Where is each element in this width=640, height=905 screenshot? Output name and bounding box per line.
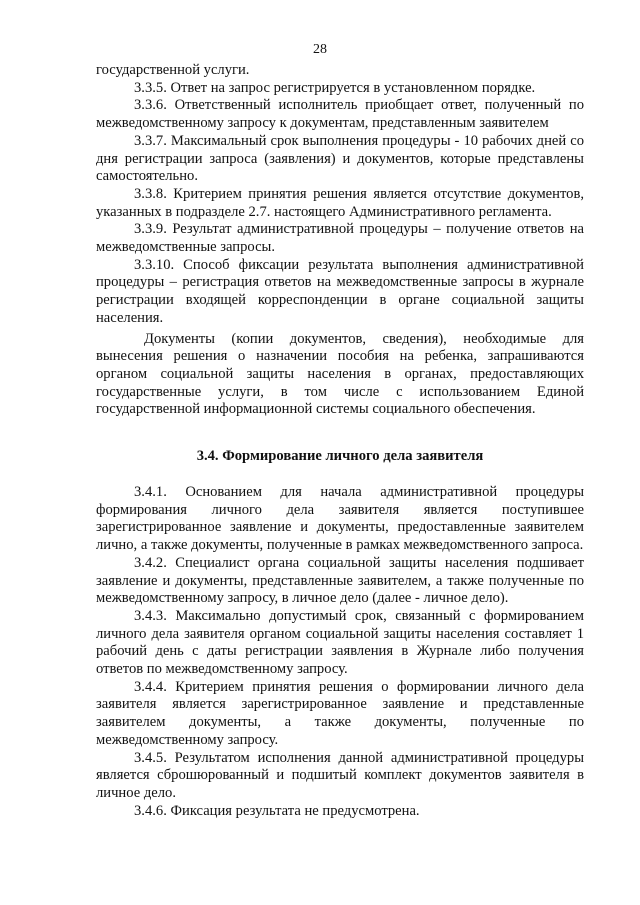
paragraph-3-4-4: 3.4.4. Критерием принятия решения о формировании личного дела заявителя является зарегистрированное заявление и представленные заявителем документы, а также документы, полученные по межведомственному запросу. xyxy=(96,678,584,748)
paragraph-3-3-10: 3.3.10. Способ фиксации результата выполнения административной процедуры – регистрация ответов на межведомственные запросы в журнале регистрации входящей корреспонденции в органе социальной защиты населения. xyxy=(96,256,584,326)
paragraph-3-3-7: 3.3.7. Максимальный срок выполнения процедуры - 10 рабочих дней со дня регистрации запроса (заявления) и документов, которые представлены самостоятельно. xyxy=(96,132,584,185)
paragraph-3-4-3: 3.4.3. Максимально допустимый срок, связанный с формированием личного дела заявителя органом социальной защиты населения составляет 1 рабочий день с даты регистрации заявления в Журнале либо получения ответов по межведомственному запросу. xyxy=(96,607,584,678)
paragraph-3-4-5: 3.4.5. Результатом исполнения данной административной процедуры является сброшюрованный и подшитый комплект документов заявителя в личное дело. xyxy=(96,749,584,801)
paragraph-3-3-8: 3.3.8. Критерием принятия решения является отсутствие документов, указанных в подразделе 2.7. настоящего Административного регламента. xyxy=(96,185,584,220)
section-heading-3-4: 3.4. Формирование личного дела заявителя xyxy=(196,448,484,464)
paragraph-3-3-9: 3.3.9. Результат административной процедуры – получение ответов на межведомственные запросы. xyxy=(96,221,584,256)
paragraph-3-4-1: 3.4.1. Основанием для начала административной процедуры формирования личного дела заявителя является поступившее зарегистрированное заявление и документы, предоставленные заявителем лично, а также документы, полученные в рамках межведомственного запроса. xyxy=(96,484,584,554)
section-3-4-text xyxy=(96,484,584,820)
section-3-3-text xyxy=(96,62,584,419)
paragraph-continuation: государственной услуги. xyxy=(96,62,250,78)
paragraph-documents: Документы (копии документов, сведения), необходимые для вынесения решения о назначении пособия на ребенка, запрашиваются органом социальной защиты населения в органах, предоставляющих государственные услуги, в том числе с использованием Единой государственной информационной системы социального обеспечения. xyxy=(96,330,584,418)
paragraph-3-3-5: 3.3.5. Ответ на запрос регистрируется в установленном порядке. xyxy=(134,79,536,96)
paragraph-3-4-2: 3.4.2. Специалист органа социальной защиты населения подшивает заявление и документы, представленные заявителем, а также полученные по межведомственному запросу, в личное дело (далее - личное дело). xyxy=(96,554,584,607)
paragraph-3-3-6: 3.3.6. Ответственный исполнитель приобщает ответ, полученный по межведомственному запросу к документам, представленным заявителем xyxy=(96,97,584,132)
page-number: 28 xyxy=(313,42,327,57)
paragraph-3-4-6: 3.4.6. Фиксация результата не предусмотрена. xyxy=(134,802,420,819)
